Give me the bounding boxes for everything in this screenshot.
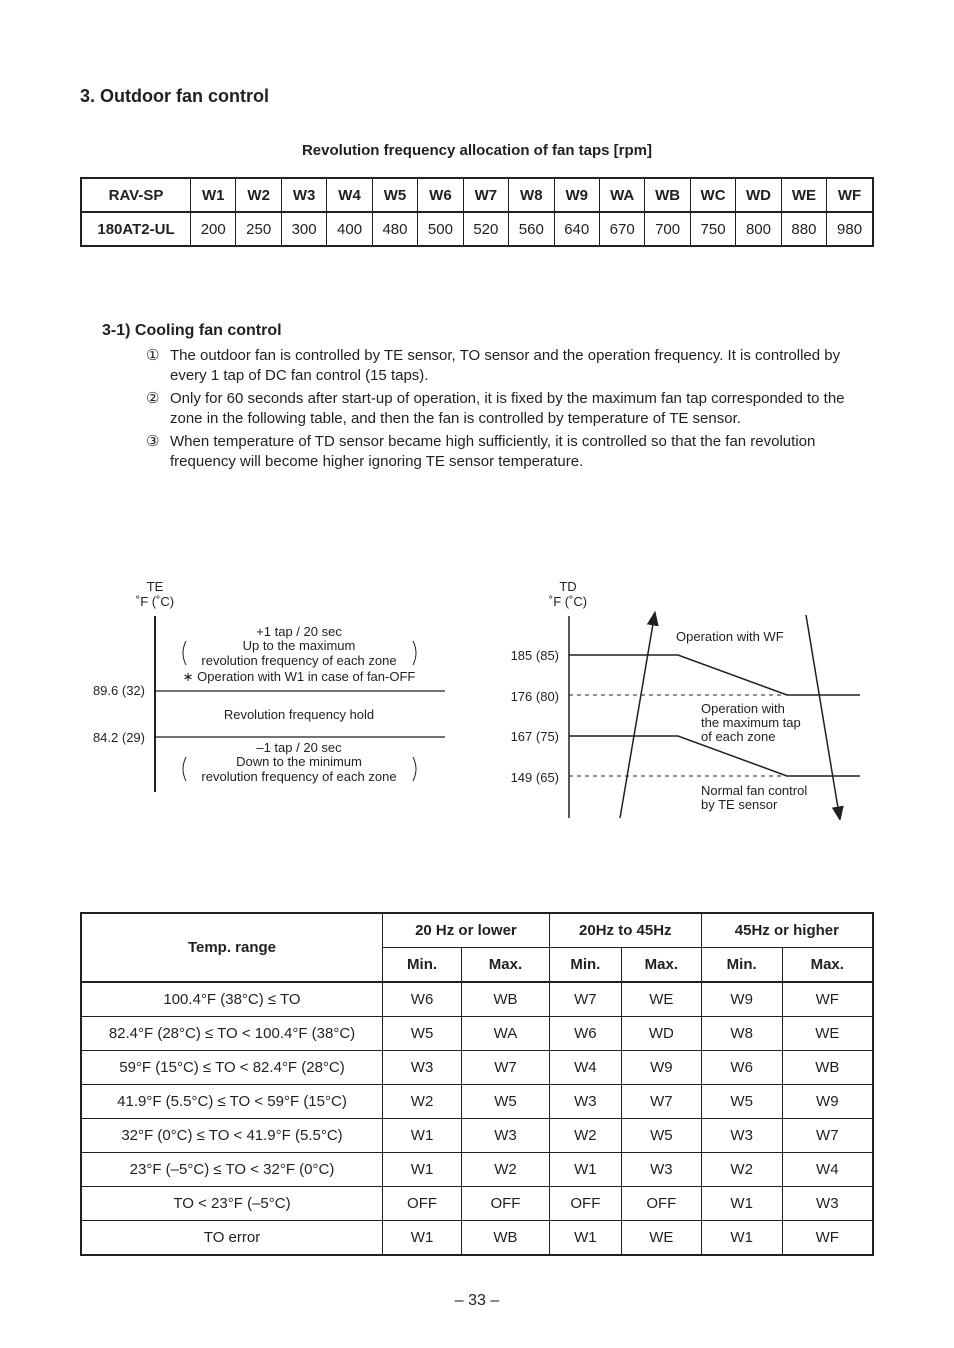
- tap-cell: W9: [782, 1085, 873, 1119]
- tap-cell: OFF: [462, 1187, 550, 1221]
- model-name: 180AT2-UL: [81, 212, 191, 246]
- table-row: [81, 1153, 873, 1187]
- tap-header: W2: [236, 178, 281, 212]
- min-header: Min.: [549, 948, 621, 983]
- td-label-max-tap-line2: the maximum tap: [701, 715, 801, 730]
- tap-cell: W3: [782, 1187, 873, 1221]
- td-level-185: 185 (85): [510, 648, 559, 663]
- tap-cell: W7: [462, 1051, 550, 1085]
- tap-cell: WD: [621, 1017, 701, 1051]
- tap-cell: W4: [549, 1051, 621, 1085]
- tap-cell: W3: [462, 1119, 550, 1153]
- note-number: ①: [146, 347, 160, 364]
- td-level-176: 176 (80): [510, 689, 559, 704]
- tap-cell: WB: [462, 1221, 550, 1256]
- tap-cell: WA: [462, 1017, 550, 1051]
- rpm-cell: 640: [554, 212, 599, 246]
- temp-range-header: Temp. range: [81, 913, 383, 982]
- notes-list: [146, 346, 876, 475]
- td-level-167: 167 (75): [510, 729, 559, 744]
- zone-table-group-row: [81, 913, 873, 948]
- tap-cell: W6: [701, 1051, 782, 1085]
- te-lower-zone-line3: revolution frequency of each zone: [201, 769, 397, 784]
- table-row: [81, 1119, 873, 1153]
- tap-header: W6: [418, 178, 463, 212]
- tap-cell: WE: [782, 1017, 873, 1051]
- fan-tap-table: [80, 177, 874, 247]
- tap-cell: W3: [383, 1051, 462, 1085]
- min-header: Min.: [383, 948, 462, 983]
- page-number: – 33 –: [454, 1292, 500, 1309]
- te-upper-zone-line3: revolution frequency of each zone: [201, 653, 397, 668]
- tap-cell: OFF: [621, 1187, 701, 1221]
- tap-cell: W2: [462, 1153, 550, 1187]
- tap-cell: WB: [782, 1051, 873, 1085]
- tap-cell: W6: [549, 1017, 621, 1051]
- tap-cell: W9: [621, 1051, 701, 1085]
- tap-cell: OFF: [383, 1187, 462, 1221]
- tap-cell: WB: [462, 982, 550, 1017]
- rpm-cell: 520: [463, 212, 508, 246]
- left-paren-icon: [183, 641, 186, 665]
- tap-header: WA: [599, 178, 644, 212]
- tap-cell: W5: [701, 1085, 782, 1119]
- rpm-cell: 250: [236, 212, 281, 246]
- note-text: When temperature of TD sensor became high sufficiently, it is controlled so that the fan revolution frequency will become higher ignoring TE sensor temperature.: [170, 433, 816, 470]
- table-row: [81, 982, 873, 1017]
- rpm-cell: 480: [372, 212, 417, 246]
- tap-cell: W3: [621, 1153, 701, 1187]
- right-paren-icon: [413, 641, 416, 665]
- tap-header: WE: [781, 178, 826, 212]
- tap-header: WF: [827, 178, 873, 212]
- note-item: [146, 346, 876, 385]
- tap-cell: W3: [701, 1119, 782, 1153]
- tap-header: W3: [281, 178, 326, 212]
- tap-header: WD: [736, 178, 781, 212]
- td-label-max-tap-line1: Operation with: [701, 701, 785, 716]
- td-label-normal-line2: by TE sensor: [701, 797, 778, 812]
- tap-cell: W1: [701, 1187, 782, 1221]
- min-header: Min.: [701, 948, 782, 983]
- rpm-cell: 700: [645, 212, 690, 246]
- max-header: Max.: [621, 948, 701, 983]
- tap-cell: W7: [621, 1085, 701, 1119]
- rpm-cell: 400: [327, 212, 372, 246]
- tap-header: W9: [554, 178, 599, 212]
- tap-cell: W2: [383, 1085, 462, 1119]
- temp-range-cell: 59°F (15°C) ≤ TO < 82.4°F (28°C): [81, 1051, 383, 1085]
- tap-cell: W5: [462, 1085, 550, 1119]
- rpm-cell: 560: [509, 212, 554, 246]
- temp-range-cell: 82.4°F (28°C) ≤ TO < 100.4°F (38°C): [81, 1017, 383, 1051]
- tap-cell: W8: [701, 1017, 782, 1051]
- tap-cell: WE: [621, 1221, 701, 1256]
- tap-cell: W6: [383, 982, 462, 1017]
- note-item: [146, 389, 876, 428]
- temp-range-cell: 41.9°F (5.5°C) ≤ TO < 59°F (15°C): [81, 1085, 383, 1119]
- rpm-cell: 670: [599, 212, 644, 246]
- td-label-wf: Operation with WF: [676, 629, 784, 644]
- tap-cell: W2: [549, 1119, 621, 1153]
- te-lower-zone-line2: Down to the minimum: [236, 754, 362, 769]
- td-rising-arrow-icon: [620, 618, 654, 818]
- td-label-max-tap-line3: of each zone: [701, 729, 776, 744]
- td-label-normal-line1: Normal fan control: [701, 783, 808, 798]
- temp-range-cell: TO error: [81, 1221, 383, 1256]
- td-falling-arrow-icon: [806, 615, 839, 814]
- te-upper-zone-note: ∗ Operation with W1 in case of fan-OFF: [182, 669, 416, 684]
- zone-table: [80, 912, 874, 1256]
- tap-cell: WF: [782, 1221, 873, 1256]
- tap-cell: W4: [782, 1153, 873, 1187]
- te-lower-zone-line1: –1 tap / 20 sec: [256, 740, 342, 755]
- tap-cell: W1: [549, 1153, 621, 1187]
- fan-table-header-row: [81, 178, 873, 212]
- group-header: 45Hz or higher: [701, 913, 873, 948]
- table-row: [81, 1085, 873, 1119]
- fan-table-caption: Revolution frequency allocation of fan taps [rpm]: [301, 142, 653, 159]
- te-upper-zone-line2: Up to the maximum: [242, 638, 356, 653]
- te-middle-zone: Revolution frequency hold: [223, 707, 375, 722]
- section-title: 3. Outdoor fan control: [80, 86, 269, 106]
- tap-cell: W3: [549, 1085, 621, 1119]
- tap-cell: W1: [383, 1119, 462, 1153]
- temp-range-cell: 32°F (0°C) ≤ TO < 41.9°F (5.5°C): [81, 1119, 383, 1153]
- tap-cell: W7: [549, 982, 621, 1017]
- td-unit-label: ˚F (˚C): [548, 594, 588, 609]
- te-unit-label: ˚F (˚C): [135, 594, 175, 609]
- rpm-cell: 500: [418, 212, 463, 246]
- tap-cell: W1: [383, 1221, 462, 1256]
- tap-cell: W7: [782, 1119, 873, 1153]
- group-header: 20Hz to 45Hz: [549, 913, 701, 948]
- tap-header: W8: [509, 178, 554, 212]
- tap-cell: W1: [701, 1221, 782, 1256]
- subsection-title: 3-1) Cooling fan control: [102, 322, 282, 339]
- tap-cell: W2: [701, 1153, 782, 1187]
- temp-range-cell: 100.4°F (38°C) ≤ TO: [81, 982, 383, 1017]
- rpm-cell: 880: [781, 212, 826, 246]
- tap-cell: W9: [701, 982, 782, 1017]
- table-row: [81, 1051, 873, 1085]
- tap-header: W4: [327, 178, 372, 212]
- note-number: ③: [146, 433, 160, 450]
- tap-cell: W5: [621, 1119, 701, 1153]
- temp-range-cell: 23°F (–5°C) ≤ TO < 32°F (0°C): [81, 1153, 383, 1187]
- tap-cell: W1: [383, 1153, 462, 1187]
- te-axis-label: TE: [146, 579, 164, 594]
- max-header: Max.: [782, 948, 873, 983]
- te-lower-threshold-label: 84.2 (29): [92, 730, 145, 745]
- note-text: The outdoor fan is controlled by TE sensor, TO sensor and the operation frequency. It is controlled by every 1 tap of DC fan control (15 taps).: [170, 347, 841, 384]
- tap-cell: W1: [549, 1221, 621, 1256]
- td-level-149: 149 (65): [510, 770, 559, 785]
- td-control-diagram: [490, 570, 870, 820]
- tap-header: W5: [372, 178, 417, 212]
- td-axis-label: TD: [559, 579, 577, 594]
- rpm-cell: 750: [690, 212, 735, 246]
- table-row: [81, 1017, 873, 1051]
- note-item: [146, 432, 876, 471]
- rpm-cell: 200: [191, 212, 236, 246]
- fan-table-value-row: [81, 212, 873, 246]
- note-number: ②: [146, 390, 160, 407]
- right-paren-icon: [413, 757, 416, 781]
- tap-cell: W5: [383, 1017, 462, 1051]
- model-header: RAV-SP: [81, 178, 191, 212]
- te-upper-threshold-label: 89.6 (32): [92, 683, 145, 698]
- te-control-diagram: [0, 570, 460, 810]
- note-text: Only for 60 seconds after start-up of operation, it is fixed by the maximum fan tap corresponded to the zone in the following table, and then the fan is controlled by temperature of TE sensor.: [170, 390, 845, 427]
- max-header: Max.: [462, 948, 550, 983]
- tap-cell: OFF: [549, 1187, 621, 1221]
- tap-cell: WE: [621, 982, 701, 1017]
- tap-header: WB: [645, 178, 690, 212]
- tap-cell: WF: [782, 982, 873, 1017]
- rpm-cell: 800: [736, 212, 781, 246]
- table-row: [81, 1187, 873, 1221]
- rpm-cell: 300: [281, 212, 326, 246]
- tap-header: W7: [463, 178, 508, 212]
- tap-header: WC: [690, 178, 735, 212]
- te-upper-zone-line1: +1 tap / 20 sec: [256, 624, 342, 639]
- tap-header: W1: [191, 178, 236, 212]
- left-paren-icon: [183, 757, 186, 781]
- temp-range-cell: TO < 23°F (–5°C): [81, 1187, 383, 1221]
- table-row: [81, 1221, 873, 1256]
- group-header: 20 Hz or lower: [383, 913, 550, 948]
- rpm-cell: 980: [827, 212, 873, 246]
